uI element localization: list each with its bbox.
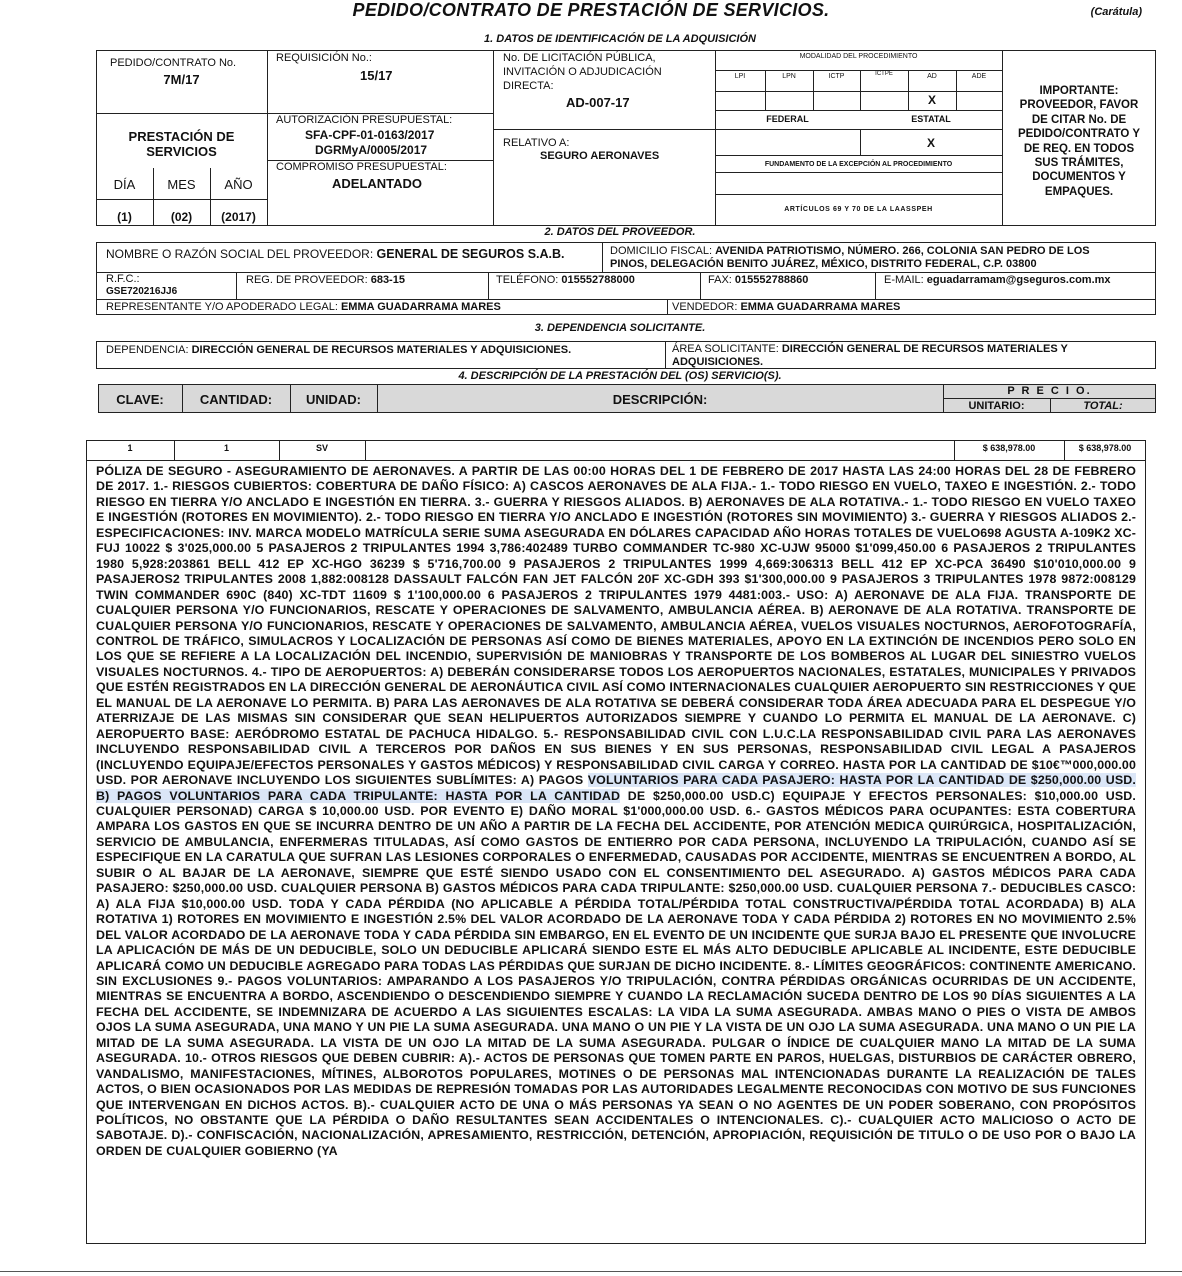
licitacion-value: AD-007-17	[566, 95, 630, 110]
estatal-mark: X	[926, 136, 935, 150]
compromiso-label: COMPROMISO PRESUPUESTAL:	[276, 161, 447, 173]
document-title: PEDIDO/CONTRATO DE PRESTACIÓN DE SERVICIOS.	[352, 0, 830, 20]
licitacion-label-1: No. DE LICITACIÓN PÚBLICA,	[503, 52, 656, 64]
dia-label: DÍA	[113, 177, 136, 192]
fundamento-label: FUNDAMENTO DE LA EXCEPCIÓN AL PROCEDIMIENTO	[764, 161, 953, 168]
rfc-label: R.F.C.:	[106, 273, 140, 285]
area-solicitante: ÁREA SOLICITANTE: DIRECCIÓN GENERAL DE RECURSOS MATERIALES Y	[672, 343, 1068, 355]
autorizacion-label: AUTORIZACIÓN PRESUPUESTAL:	[276, 114, 453, 126]
pedido-label: PEDIDO/CONTRATO No.	[110, 57, 237, 69]
autorizacion-value-1: SFA-CPF-01-0163/2017	[305, 128, 435, 142]
col-total: TOTAL:	[1083, 400, 1123, 412]
col-clave: CLAVE:	[116, 392, 164, 407]
modalidad-ictpe: ICTPE	[875, 71, 893, 77]
area-solicitante-2: ADQUISICIONES.	[672, 356, 764, 368]
col-unidad: UNIDAD:	[306, 392, 361, 407]
relativo-label: RELATIVO A:	[503, 137, 570, 149]
dia-value: (1)	[117, 210, 132, 224]
estatal-label: ESTATAL	[911, 114, 951, 124]
domicilio-fiscal: DOMICILIO FISCAL: AVENIDA PATRIOTISMO, NÚMERO. 266, COLONIA SAN PEDRO DE LOS	[610, 245, 1090, 257]
email: E-MAIL: eguadarramam@gseguros.com.mx	[884, 274, 1111, 286]
row-clave: 1	[127, 443, 133, 453]
pedido-value: 7M/17	[163, 72, 200, 87]
mes-label: MES	[167, 177, 196, 192]
anio-value: (2017)	[221, 210, 256, 224]
vendedor: VENDEDOR: EMMA GUADARRAMA MARES	[672, 301, 901, 313]
section-2-title: 2. DATOS DEL PROVEEDOR.	[544, 226, 696, 238]
fundamento-value: ARTÍCULOS 69 Y 70 DE LA LAASSPEH	[784, 206, 933, 213]
highlighted-text: VOLUNTARIOS PARA CADA PASAJERO: HASTA POR LA CANTIDAD DE $250,000.00 USD. B) PAGOS VOLUNTARIOS PARA CADA TRIPULANTE: HASTA POR LA CANTIDAD	[96, 773, 1136, 803]
section-1-title: 1. DATOS DE IDENTIFICACIÓN DE LA ADQUISICIÓN	[484, 33, 756, 45]
row-unidad: SV	[315, 443, 328, 453]
section-4-title: 4. DESCRIPCIÓN DE LA PRESTACIÓN DEL (OS) SERVICIO(S).	[458, 370, 782, 382]
licitacion-label-2: INVITACIÓN O ADJUDICACIÓN	[503, 66, 662, 78]
row-total: $ 638,978.00	[1078, 443, 1132, 453]
col-unitario: UNITARIO:	[968, 400, 1025, 412]
requisicion-value: 15/17	[360, 68, 393, 83]
service-description: PÓLIZA DE SEGURO - ASEGURAMIENTO DE AERONAVES. A PARTIR DE LAS 00:00 HORAS DEL 1 DE FEBRERO DE 2017 HASTA LAS 24:00 HORAS DEL 28 DE FEBRERO DE 2017. 1.- RIESGOS CUBIERTOS: COBERTURA DE DAÑO FÍSICO: A) CASCOS AERONAVES DE ALA FIJA.- 1.- TODO RIESGO EN VUELO, TAXEO E INGESTIÓN. 2.- TODO RIESGO EN TIERRA Y/O ANCLADO E INGESTIÓN EN TIERRA. 3.- GUERRA Y RIESGOS ALIADOS. B) AERONAVES DE ALA ROTATIVA.- 1.- TODO RIESGO EN VUELO TAXEO E INGESTIÓN (ROTORES EN MOVIMIENTO). 2.- TODO RIESGO EN TIERRA Y/O ANCLADO E INGESTIÓN (ROTORES SIN MOVIMIENTO) 3.- GUERRA Y RIESGOS ALIADOS 2.- ESPECIFICACIONES: INV. MARCA MODELO MATRÍCULA SERIE SUMA ASEGURADA EN DÓLARES CAPACIDAD AÑO HORAS TOTALES DE VUELO698 AGUSTA A-109K2 XC-FUJ 10022 $ 3'025,000.00 5 PASAJEROS 2 TRIPULANTES 1994 3,786:402489 TURBO COMMANDER TC-980 XC-UJW 95000 $1'099,450.00 6 PASAJEROS 2 TRIPULANTES 1980 5,928:203861 BELL 412 EP XC-HGO 36239 $ 5'716,700.00 9 PASAJEROS 2 TRIPULANTES 1999 4,669:306313 BELL 412 EP XC-PCA 36490 $10'010,000.00 9 PASAJEROS2 TRIPULANTES 2008 1,882:008128 DASSAULT FALCÓN FAN JET FALCÓN 20F XC-GDH 393 $1'300,000.00 9 PASAJEROS 3 TRIPULANTES 1978 9872:008129 TWIN COMMANDER 690C (840) XC-TDT 11609 $ 1'100,000.00 6 PASAJEROS 2 TRIPULANTES 1979 4481:003.- USO: A) AERONAVE DE ALA FIJA. TRANSPORTE DE CUALQUIER PERSONA Y/O FUNCIONARIOS, RESCATE Y OPERACIONES DE SALVAMENTO, AMBULANCIA AÉREA. B) AERONAVE DE ALA ROTATIVA. TRANSPORTE DE CUALQUIER PERSONA Y/O FUNCIONARIOS, RESCATE Y OPERACIONES DE SALVAMENTO, AMBULANCIA AÉREA, VUELOS VISUALES NOCTURNOS, AEROFOTOGRAFÍA, CONTROL DE TRÁFICO, SIMULACROS Y LOCALIZACIÓN DE PERSONAS ASÍ COMO DE BIENES MATERIALES, APOYO EN LA EXTINCIÓN DE INCENDIOS PERO SOLO EN LOS QUE SE REFIERE A LA LOCALIZACIÓN DEL INCENDIO, SUPERVISIÓN DE MANIOBRAS Y TRANSPORTE DE LOS BOMBEROS AL LUGAR DEL SINIESTRO VUELOS VISUALES NOCTURNOS. 4.- TIPO DE AEROPUERTOS: A) DEBERÁN CONSIDERARSE TODOS LOS AEROPUERTOS NACIONALES, ESTATALES, MUNICIPALES Y PRIVADOS QUE ESTÉN REGISTRADOS EN LA DIRECCIÓN GENERAL DE AERONÁUTICA CIVIL ASÍ COMO INTERNACIONALES CUALQUIER AEROPUERTO SIN RESTRICCIONES Y QUE EL MANUAL DE LA AERONAVE LO PERMITA. B) PARA LAS AERONAVES DE ALA ROTATIVA SE DEBERÁ CONSIDERAR TODA ÁREA ADECUADA PARA EL DESPEGUE Y/O ATERRIZAJE DE LAS MISMAS SIN CONSIDERAR QUE SEAN HELIPUERTOS AUTORIZADOS SIEMPRE Y CUANDO LO PERMITA EL MANUAL DE LA AERONAVE. C) AEROPUERTO BASE: AERÓDROMO ESTATAL DE PACHUCA HIDALGO. 5.- RESPONSABILIDAD CIVIL CON L.U.C.LA RESPONSABILIDAD CIVIL PARA LAS AERONAVES INCLUYENDO RESPONSABILIDAD CIVIL A TERCEROS POR DAÑOS EN SUS BIENES Y EN SUS PERSONAS, RESPONSABILIDAD CIVIL LEGAL A PASAJEROS (INCLUYENDO EQUIPAJE/EFECTOS PERSONALES Y GASTOS MÉDICOS) Y RESPONSABILIDAD CIVIL CARGA Y CORREO. HASTA POR LA CANTIDAD DE $10€™000,000.00 USD. POR AERONAVE INCLUYENDO LOS SIGUIENTES SUBLÍMITES: A) PAGOS VOLUNTARIOS PARA CADA PASAJERO: HASTA POR LA CANTIDAD DE $250,000.00 USD. B) PAGOS VOLUNTARIOS PARA CADA TRIPULANTE: HASTA POR LA CANTIDAD DE $250,000.00 USD.C) EQUIPAJE Y EFECTOS PERSONALES: $10,000.00 USD. CUALQUIER PERSONAD) CARGA $ 10,000.00 USD. POR EVENTO E) DAÑO MORAL $1'000,000.00 USD. 6.- GASTOS MÉDICOS PARA OCUPANTES: ESTA COBERTURA AMPARA LOS GASTOS EN QUE SE INCURRA DENTRO DE UN AÑO A PARTIR DE LA FECHA DEL ACCIDENTE, POR ATENCIÓN MEDICA QUIRÚRGICA, HOSPITALIZACIÓN, SERVICIO DE AMBULANCIA, ENFERMERAS TITULADAS, ASÍ COMO GASTOS DE ENTIERRO POR CADA PERSONA, INCLUYENDO LA TRIPULACIÓN, CUANDO ASÍ SE ESPECIFIQUE EN LA CARATULA QUE SUFRAN LAS LESIONES CORPORALES O ENFERMEDAD, CAUSADAS POR ACCIDENTE, MIENTRAS SE ENCUENTREN A BORDO, AL SUBIR O AL BAJAR DE LA AERONAVE, SIEMPRE QUE ESTÉ SIENDO USADO CON EL CONSENTIMIENTO DEL ASEGURADO. A) GASTOS MÉDICOS PARA CADA PASAJERO: $250,000.00 USD. CUALQUIER PERSONA B) GASTOS MÉDICOS PARA CADA TRIPULANTE: $250,000.00 USD. CUALQUIER PERSONA 7.- DEDUCIBLES CASCO: A) ALA FIJA $10,000.00 USD. TODA Y CADA PÉRDIDA (NO APLICABLE A PÉRDIDA TOTAL/PÉRDIDA TOTAL CONSTRUCTIVA/PÉRDIDA TOTAL ACORDADA) B) ALA ROTATIVA 1) ROTORES EN MOVIMIENTO E INGESTIÓN 2.5% DEL VALOR ACORDADO DE LA AERONAVE TODA Y CADA PÉRDIDA 2) ROTORES EN NO MOVIMIENTO 2.5% DEL VALOR ACORDADO DE LA AERONAVE TODA Y CADA PÉRDIDA SIN EMBARGO, EN EL EVENTO DE UN INCIDENTE QUE SURJA BAJO EL PRESENTE QUE INVOLUCRE LA APLICACIÓN DE MÁS DE UN DEDUCIBLE, SOLO UN DEDUCIBLE APLICARÁ SIENDO ESTE EL MÁS ALTO DEDUCIBLE APLICABLE AL INCIDENTE, ESTE DEDUCIBLE APLICARÁ COMO UN DEDUCIBLE AGREGADO PARA TODAS LAS PÉRDIDAS QUE SURJAN DE DICHO INCIDENTE. 8.- LÍMITES GEOGRÁFICOS: CONTINENTE AMERICANO. SIN EXCLUSIONES 9.- PAGOS VOLUNTARIOS: AMPARANDO A LOS PASAJEROS Y/O TRIPULACIÓN, CONTRA PÉRDIDAS ORGÁNICAS OCURRIDAS DE UN ACCIDENTE, MIENTRAS SE ENCUENTRA A BORDO, ASCENDIENDO O DESCENDIENDO SIEMPRE Y CUANDO LA RECLAMACIÓN SUCEDA DENTRO DE LOS 90 DÍAS SIGUIENTES A LA FECHA DEL ACCIDENTE, SE INDEMNIZARA DE ACUERDO A LAS SIGUIENTES ESCALAS: LA VIDA LA SUMA ASEGURADA. AMBAS MANO O PIES O VISTA DE AMBOS OJOS LA SUMA ASEGURADA, UNA MANO Y UN PIE LA SUMA ASEGURADA. UNA MANO O UN PIE Y LA VISTA DE UN OJO LA SUMA ASEGURADA. UNA MANO O UN PIE LA MITAD DE LA SUMA ASEGURADA. LA VISTA DE UN OJO LA MITAD DE LA SUMA ASEGURADA. PULGAR O ÍNDICE DE CUALQUIER MANO LA MITAD DE LA SUMA ASEGURADA. 10.- OTROS RIESGOS QUE DEBEN CUBRIR: A).- ACTOS DE PERSONAS QUE TOMEN PARTE EN PAROS, HUELGAS, DISTURBIOS DE CARÁCTER OBRERO, VANDALISMO, MANIFESTACIONES, MÍTINES, ALBOROTOS POPULARES, MOTINES O DE PERSONAS MAL INTENCIONADAS DURANTE LA REALIZACIÓN DE TALES ACTOS, O BIEN OCASIONADOS POR LAS MEDIDAS DE REPRESIÓN TOMADAS POR LAS AUTORIDADES LEGALMENTE RECONOCIDAS CON MOTIVO DE SUS FUNCIONES QUE INTERVENGAN EN DICHOS ACTOS. B).- CUALQUIER ACTO DE UNA O MÁS PERSONAS YA SEAN O NO AGENTES DE UN PODER SOBERANO, CON PROPÓSITOS POLÍTICOS, NO OBSTANTE QUE LA PÉRDIDA O DAÑO RESULTANTES SEAN ACCIDENTALES O INTENCIONALES. C).- CUALQUIER ACTO MALICIOSO O ACTO DE SABOTAJE. D).- CONFISCACIÓN, NACIONALIZACIÓN, APRESAMIENTO, RESTRICCIÓN, DETENCIÓN, APROPIACIÓN, REQUISICIÓN DE TITULO O DE USO POR O BAJO LA ORDEN DE CUALQUIER GOBIERNO (YA	[96, 464, 1136, 1158]
modalidad-label: MODALIDAD DEL PROCEDIMIENTO	[799, 53, 918, 60]
federal-label: FEDERAL	[766, 114, 809, 124]
modalidad-ade: ADE	[971, 73, 987, 80]
importante-note: IMPORTANTE: PROVEEDOR, FAVOR DE CITAR No. DE PEDIDO/CONTRATO Y DE REQ. EN TODOS SUS TRÁMITES, DOCUMENTOS Y EMPAQUES.	[1017, 85, 1141, 198]
domicilio-fiscal-2: PINOS, DELEGACIÓN BENITO JUÁREZ, MÉXICO, DISTRITO FEDERAL, C.P. 03800	[610, 258, 1037, 270]
col-cantidad: CANTIDAD:	[199, 392, 273, 407]
autorizacion-value-2: DGRMyA/0005/2017	[315, 143, 428, 157]
nombre-proveedor: NOMBRE O RAZÓN SOCIAL DEL PROVEEDOR: GENERAL DE SEGUROS S.A.B.	[106, 247, 565, 261]
mes-value: (02)	[170, 210, 193, 224]
requisicion-label: REQUISICIÓN No.:	[276, 52, 372, 64]
modalidad-lpn: LPN	[782, 73, 796, 80]
representante-legal: REPRESENTANTE Y/O APODERADO LEGAL: EMMA GUADARRAMA MARES	[106, 301, 501, 313]
modalidad-lpi: LPI	[734, 73, 746, 80]
modalidad-ad: AD	[927, 73, 937, 80]
rfc-value: GSE720216JJ6	[106, 286, 178, 297]
modalidad-ictp: ICTP	[828, 73, 845, 80]
relativo-value: SEGURO AERONAVES	[540, 150, 660, 162]
licitacion-label-3: DIRECTA:	[503, 80, 554, 92]
anio-label: AÑO	[224, 177, 253, 192]
row-unitario: $ 638,978.00	[982, 443, 1036, 453]
fax: FAX: 015552788860	[708, 274, 809, 286]
caratula-label: (Carátula)	[1090, 6, 1142, 18]
telefono: TELÉFONO: 015552788000	[496, 274, 635, 286]
col-descripcion: DESCRIPCIÓN:	[612, 392, 708, 407]
reg-proveedor: REG. DE PROVEEDOR: 683-15	[246, 274, 405, 286]
page-bottom-edge	[0, 1271, 1182, 1272]
dependencia: DEPENDENCIA: DIRECCIÓN GENERAL DE RECURSOS MATERIALES Y ADQUISICIONES.	[106, 344, 572, 356]
tipo-servicio: PRESTACIÓN DE SERVICIOS	[128, 129, 235, 159]
modalidad-mark: X	[927, 93, 936, 107]
compromiso-value: ADELANTADO	[332, 176, 423, 191]
row-cantidad: 1	[223, 443, 229, 453]
col-precio: P R E C I O.	[1007, 385, 1092, 397]
section-3-title: 3. DEPENDENCIA SOLICITANTE.	[534, 322, 706, 334]
